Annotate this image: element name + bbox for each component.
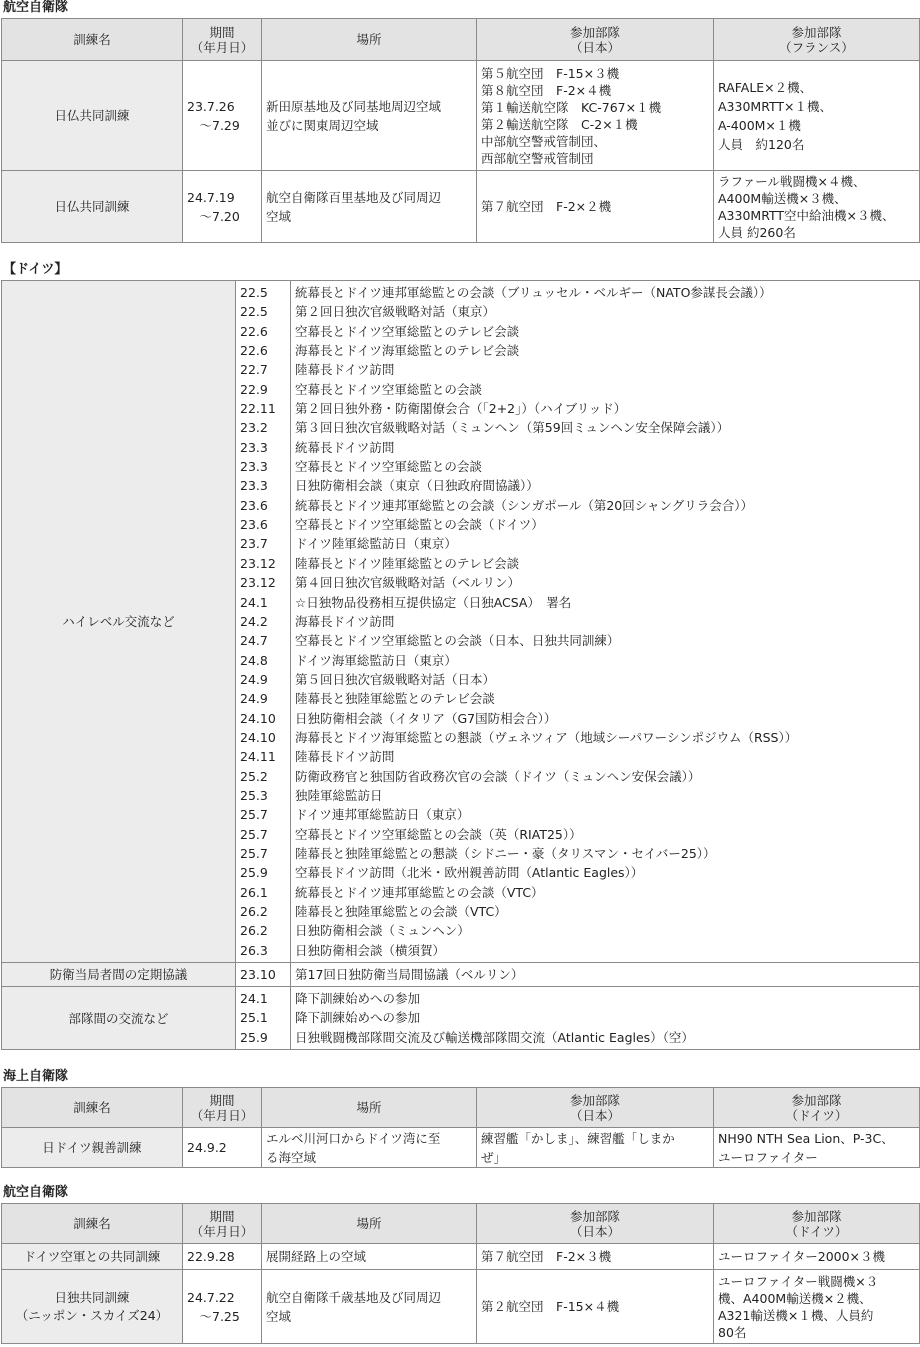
event-date: 26.1: [240, 884, 268, 900]
group-label-high-level: ハイレベル交流など: [2, 281, 236, 963]
group-label-regular-talks: 防衛当局者間の定期協議: [2, 963, 236, 987]
event-list: [291, 963, 920, 987]
date-list: [236, 987, 291, 1050]
training-name-cell: 日独共同訓練 （ニッポン・スカイズ24）: [2, 1270, 183, 1344]
event-date: 23.6: [240, 517, 268, 533]
event-date: 23.12: [240, 555, 276, 571]
place-cell: 展開経路上の空域: [262, 1244, 477, 1270]
event-date: 25.3: [240, 787, 268, 803]
partner-units-cell: RAFALE×２機、 A330MRTT×１機、 A-400M×１機 人員 約120名: [714, 61, 920, 171]
col-header-japan-units: 参加部隊 （日本）: [477, 1088, 714, 1128]
col-header-place: 場所: [262, 1204, 477, 1244]
place-cell: 航空自衛隊千歳基地及び同周辺 空域: [262, 1270, 477, 1344]
event-description: 第３回日独次官級戦略対話（ミュンヘン（第59回ミュンヘン安全保障会議））: [295, 420, 730, 436]
event-date: 24.8: [240, 652, 268, 668]
event-date: 25.7: [240, 845, 268, 861]
event-date: 25.7: [240, 807, 268, 823]
germany-exchange-table: [1, 280, 920, 1050]
event-list: [291, 281, 920, 963]
col-header-japan-units: 参加部隊 （日本）: [477, 19, 714, 61]
event-description: 空幕長ドイツ訪問（北米・欧州親善訪問（Atlantic Eagles））: [295, 865, 644, 881]
event-date: 24.9: [240, 671, 268, 687]
event-description: 空幕長とドイツ空軍総監との会談: [295, 459, 482, 475]
event-date: 22.6: [240, 343, 268, 359]
event-description: 統幕長ドイツ訪問: [295, 439, 395, 455]
event-description: 陸幕長ドイツ訪問: [295, 749, 395, 765]
event-description: 統幕長とドイツ連邦軍総監との会談（ブリュッセル・ベルギー（NATO参謀長会議））: [295, 285, 772, 300]
event-date: 23.7: [240, 536, 268, 552]
event-date: 24.2: [240, 613, 268, 629]
col-header-place: 場所: [262, 19, 477, 61]
event-description: 海幕長ドイツ訪問: [295, 613, 395, 629]
table-row: [2, 171, 920, 243]
event-date: 26.2: [240, 923, 268, 939]
event-list: [291, 987, 920, 1050]
event-description: ☆日独物品役務相互提供協定（日独ACSA） 署名: [295, 594, 572, 610]
event-description: 陸幕長と独陸軍総監とのテレビ会談: [295, 691, 495, 707]
table-header-row: [2, 19, 920, 61]
event-description: 日独防衛相会談（ミュンヘン）: [295, 923, 470, 939]
event-date: 24.9: [240, 691, 268, 707]
event-date: 24.10: [240, 710, 276, 726]
table-row: [2, 963, 920, 987]
event-date: 22.9: [240, 381, 268, 397]
section-heading-msdf: 海上自衛隊: [3, 1069, 69, 1084]
event-description: 空幕長とドイツ空軍総監との会談（英（RIAT25））: [295, 826, 582, 842]
event-description: 統幕長とドイツ連邦軍総監との会談（シンガポール（第20回シャングリラ会合））: [295, 497, 753, 513]
col-header-period: 期間 （年月日）: [183, 1204, 262, 1244]
event-date: 24.11: [240, 749, 276, 765]
col-header-training-name: 訓練名: [2, 1088, 183, 1128]
event-date: 24.1: [240, 594, 268, 610]
col-header-japan-units: 参加部隊 （日本）: [477, 1204, 714, 1244]
section-heading-asdf-france: 航空自衛隊: [3, 0, 69, 15]
col-header-partner-units: 参加部隊 （ドイツ）: [714, 1204, 920, 1244]
event-description: 第17回日独防衛当局間協議（ベルリン）: [295, 966, 524, 982]
event-description: 海幕長とドイツ海軍総監とのテレビ会談: [295, 343, 520, 359]
msdf-germany-table: [1, 1087, 920, 1168]
partner-units-cell: ユーロファイター戦闘機×３ 機、A400M輸送機×２機、 A321輸送機×１機、人員約 80名: [714, 1270, 920, 1344]
col-header-partner-units: 参加部隊 （フランス）: [714, 19, 920, 61]
col-header-period: 期間 （年月日）: [183, 19, 262, 61]
japan-units-cell: 第２航空団 F-15×４機: [477, 1270, 714, 1344]
partner-units-cell: ユーロファイター2000×３機: [714, 1244, 920, 1270]
table-row: [2, 1128, 920, 1168]
event-description: 独陸軍総監訪日: [295, 787, 383, 803]
table-row: [2, 61, 920, 171]
col-header-training-name: 訓練名: [2, 1204, 183, 1244]
event-date: 24.10: [240, 729, 276, 745]
event-description: 日独防衛相会談（横須賀）: [295, 942, 446, 958]
date-list: [236, 281, 291, 963]
event-date: 22.5: [240, 304, 268, 320]
event-date: 24.7: [240, 633, 268, 649]
period-cell: 24.7.19 ～7.20: [183, 171, 262, 243]
event-description: 統幕長とドイツ連邦軍総監との会談（VTC）: [295, 884, 544, 900]
japan-units-cell: 第７航空団 F-2×２機: [477, 171, 714, 243]
event-date: 23.3: [240, 459, 268, 475]
event-description: 第２回日独次官級戦略対話（東京）: [295, 304, 496, 320]
event-description: 海幕長とドイツ海軍総監との懇談（ヴェネツィア（地域シーパワーシンポジウム（RSS））: [295, 729, 798, 745]
event-description: ドイツ海軍総監訪日（東京）: [295, 652, 457, 668]
table-row: [2, 1244, 920, 1270]
training-name-cell: 日ドイツ親善訓練: [2, 1128, 183, 1168]
place-cell: エルベ川河口からドイツ湾に至 る海空域: [262, 1128, 477, 1168]
event-date: 25.1: [240, 1010, 268, 1026]
event-description: 陸幕長ドイツ訪問: [295, 362, 395, 378]
event-date: 23.3: [240, 478, 268, 494]
col-header-period: 期間 （年月日）: [183, 1088, 262, 1128]
place-cell: 新田原基地及び同基地周辺空域 並びに関東周辺空域: [262, 61, 477, 171]
col-header-partner-units: 参加部隊 （ドイツ）: [714, 1088, 920, 1128]
event-date: 22.11: [240, 401, 276, 417]
training-name-cell: 日仏共同訓練: [2, 171, 183, 243]
event-date: 25.9: [240, 865, 268, 881]
event-description: ドイツ連邦軍総監訪日（東京）: [295, 807, 470, 823]
event-date: 26.2: [240, 904, 268, 919]
japan-units-cell: 第７航空団 F-2×３機: [477, 1244, 714, 1270]
place-cell: 航空自衛隊百里基地及び同周辺 空域: [262, 171, 477, 243]
period-cell: 24.7.22 ～7.25: [183, 1270, 262, 1344]
asdf-france-table: [1, 18, 920, 243]
event-description: 防衛政務官と独国防省政務次官の会談（ドイツ（ミュンヘン安保会議））: [295, 768, 701, 784]
japan-units-cell: 練習艦「かしま」、練習艦「しまか ぜ」: [477, 1128, 714, 1168]
event-date: 22.5: [240, 285, 268, 300]
event-description: 空幕長とドイツ空軍総監との会談（日本、日独共同訓練）: [295, 633, 620, 649]
event-description: 第２回日独外務・防衛閣僚会合（「2+2」）（ハイブリッド）: [295, 401, 627, 417]
event-date: 23.2: [240, 420, 268, 436]
partner-units-cell: NH90 NTH Sea Lion、P-3C、 ユーロファイター: [714, 1128, 920, 1168]
period-cell: 24.9.2: [183, 1128, 262, 1168]
event-description: 空幕長とドイツ空軍総監との会談: [295, 381, 482, 397]
event-date: 23.3: [240, 439, 268, 455]
table-row: [2, 281, 920, 963]
event-date: 25.9: [240, 1029, 268, 1045]
section-heading-germany: 【ドイツ】: [3, 262, 68, 277]
event-description: 降下訓練始めへの参加: [295, 991, 421, 1007]
event-description: 陸幕長とドイツ陸軍総監とのテレビ会談: [295, 555, 520, 571]
event-date: 26.3: [240, 942, 268, 958]
table-row: [2, 1270, 920, 1344]
event-date: 23.6: [240, 497, 268, 513]
event-description: 第４回日独次官級戦略対話（ベルリン）: [295, 575, 521, 591]
event-description: 第５回日独次官級戦略対話（日本）: [295, 671, 496, 687]
group-label-unit-exchange: 部隊間の交流など: [2, 987, 236, 1050]
event-date: 25.2: [240, 768, 268, 784]
event-description: 日独防衛相会談（イタリア（G7国防相会合））: [295, 710, 557, 726]
period-cell: 22.9.28: [183, 1244, 262, 1270]
event-date: 23.12: [240, 575, 276, 591]
period-cell: 23.7.26 ～7.29: [183, 61, 262, 171]
date-list: [236, 963, 291, 987]
partner-units-cell: ラファール戦闘機×４機、 A400M輸送機×３機、 A330MRTT空中給油機×３機、 人員 約260名: [714, 171, 920, 243]
col-header-training-name: 訓練名: [2, 19, 183, 61]
event-date: 25.7: [240, 826, 268, 842]
event-description: 陸幕長と独陸軍総監との懇談（シドニー・豪（タリスマン・セイバー25））: [295, 845, 716, 861]
col-header-place: 場所: [262, 1088, 477, 1128]
event-description: 日独防衛相会談（東京（日独政府間協議））: [295, 478, 539, 494]
table-header-row: [2, 1088, 920, 1128]
event-description: 空幕長とドイツ空軍総監との会談（ドイツ）: [295, 517, 544, 533]
event-description: 陸幕長と独陸軍総監との会談（VTC）: [295, 904, 507, 919]
asdf-germany-table: [1, 1203, 920, 1344]
table-row: [2, 987, 920, 1050]
event-date: 22.7: [240, 362, 268, 378]
event-description: 空幕長とドイツ空軍総監とのテレビ会談: [295, 323, 520, 339]
training-name-cell: 日仏共同訓練: [2, 61, 183, 171]
table-header-row: [2, 1204, 920, 1244]
event-description: 日独戦闘機部隊間交流及び輸送機部隊間交流（Atlantic Eagles）（空）: [295, 1029, 694, 1045]
training-name-cell: ドイツ空軍との共同訓練: [2, 1244, 183, 1270]
event-description: 降下訓練始めへの参加: [295, 1010, 421, 1026]
event-description: ドイツ陸軍総監訪日（東京）: [295, 536, 457, 552]
section-heading-asdf-germany: 航空自衛隊: [3, 1185, 69, 1200]
event-date: 23.10: [240, 966, 276, 982]
japan-units-cell: 第５航空団 F-15×３機 第８航空団 F-2×４機 第１輸送航空隊 KC-767×１機 第２輸送航空隊 C-2×１機 中部航空警戒管制団、 西部航空警戒管制団: [477, 61, 714, 171]
event-date: 22.6: [240, 323, 268, 339]
event-date: 24.1: [240, 991, 268, 1007]
